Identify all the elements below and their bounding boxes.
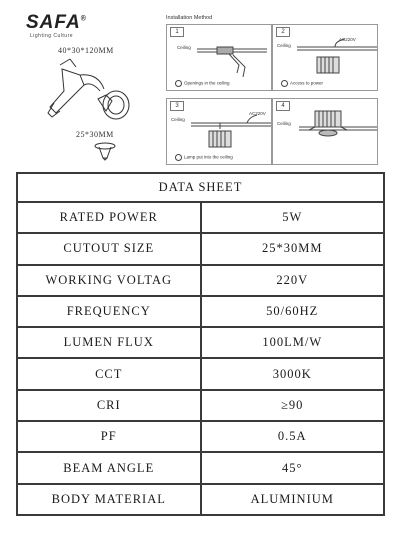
data-sheet-table: [16, 172, 385, 516]
spec-label: BEAM ANGLE: [17, 452, 201, 483]
spec-value: 3000K: [201, 358, 385, 389]
brand-logo-text: SAFA: [26, 12, 81, 33]
table-row: [17, 358, 384, 389]
ceiling-label: Ceiling: [277, 43, 291, 48]
spec-value: 25*30MM: [201, 233, 385, 264]
step-number: 2: [276, 27, 290, 37]
spec-label: LUMEN FLUX: [17, 327, 201, 358]
install-step-1: [166, 24, 272, 91]
spec-label: RATED POWER: [17, 202, 201, 233]
table-row: [17, 390, 384, 421]
spec-label: CRI: [17, 390, 201, 421]
table-row: [17, 265, 384, 296]
product-header: [0, 0, 405, 172]
install-step-2: [272, 24, 378, 91]
spec-value: 0.5A: [201, 421, 385, 452]
product-drawing: [40, 55, 140, 133]
registered-mark: ®: [80, 15, 87, 23]
spec-value: 45°: [201, 452, 385, 483]
ceiling-label: Ceiling: [177, 45, 191, 50]
brand-tagline: Lighting Culture: [30, 33, 74, 39]
step-4-illustration: [273, 99, 379, 166]
spec-label: CUTOUT SIZE: [17, 233, 201, 264]
ceiling-label: Ceiling: [171, 117, 185, 122]
table-row: [17, 202, 384, 233]
step-number: 4: [276, 101, 290, 111]
data-sheet-title: DATA SHEET: [17, 173, 384, 202]
spec-label: WORKING VOLTAG: [17, 265, 201, 296]
spec-label: PF: [17, 421, 201, 452]
install-step-3: [166, 98, 272, 165]
spec-label: FREQUENCY: [17, 296, 201, 327]
data-sheet-header-row: [17, 173, 384, 202]
step-caption: Lamp put into the ceiling: [175, 154, 233, 161]
spec-value: ALUMINIUM: [201, 484, 385, 515]
table-row: [17, 452, 384, 483]
voltage-note: AC220V: [339, 37, 356, 42]
spec-value: ≥90: [201, 390, 385, 421]
cutout-drawing: [90, 140, 120, 162]
spec-value: 100LM/W: [201, 327, 385, 358]
cutout-dimension-label: 25*30MM: [76, 130, 114, 139]
table-row: [17, 421, 384, 452]
spec-value: 5W: [201, 202, 385, 233]
step-number: 1: [170, 27, 184, 37]
outer-dimension-label: 40*30*120MM: [58, 46, 114, 55]
step-caption: Openings in the ceiling: [175, 80, 230, 87]
table-row: [17, 233, 384, 264]
spec-label: CCT: [17, 358, 201, 389]
table-row: [17, 484, 384, 515]
installation-title: Installation Method: [166, 15, 213, 21]
table-row: [17, 327, 384, 358]
step-number: 3: [170, 101, 184, 111]
step-caption: Access to power: [281, 80, 323, 87]
spec-value: 220V: [201, 265, 385, 296]
install-step-4: [272, 98, 378, 165]
brand-logo: [26, 12, 87, 34]
ceiling-label: Ceiling: [277, 121, 291, 126]
spec-label: BODY MATERIAL: [17, 484, 201, 515]
spec-value: 50/60HZ: [201, 296, 385, 327]
voltage-note: AC220V: [249, 111, 266, 116]
table-row: [17, 296, 384, 327]
